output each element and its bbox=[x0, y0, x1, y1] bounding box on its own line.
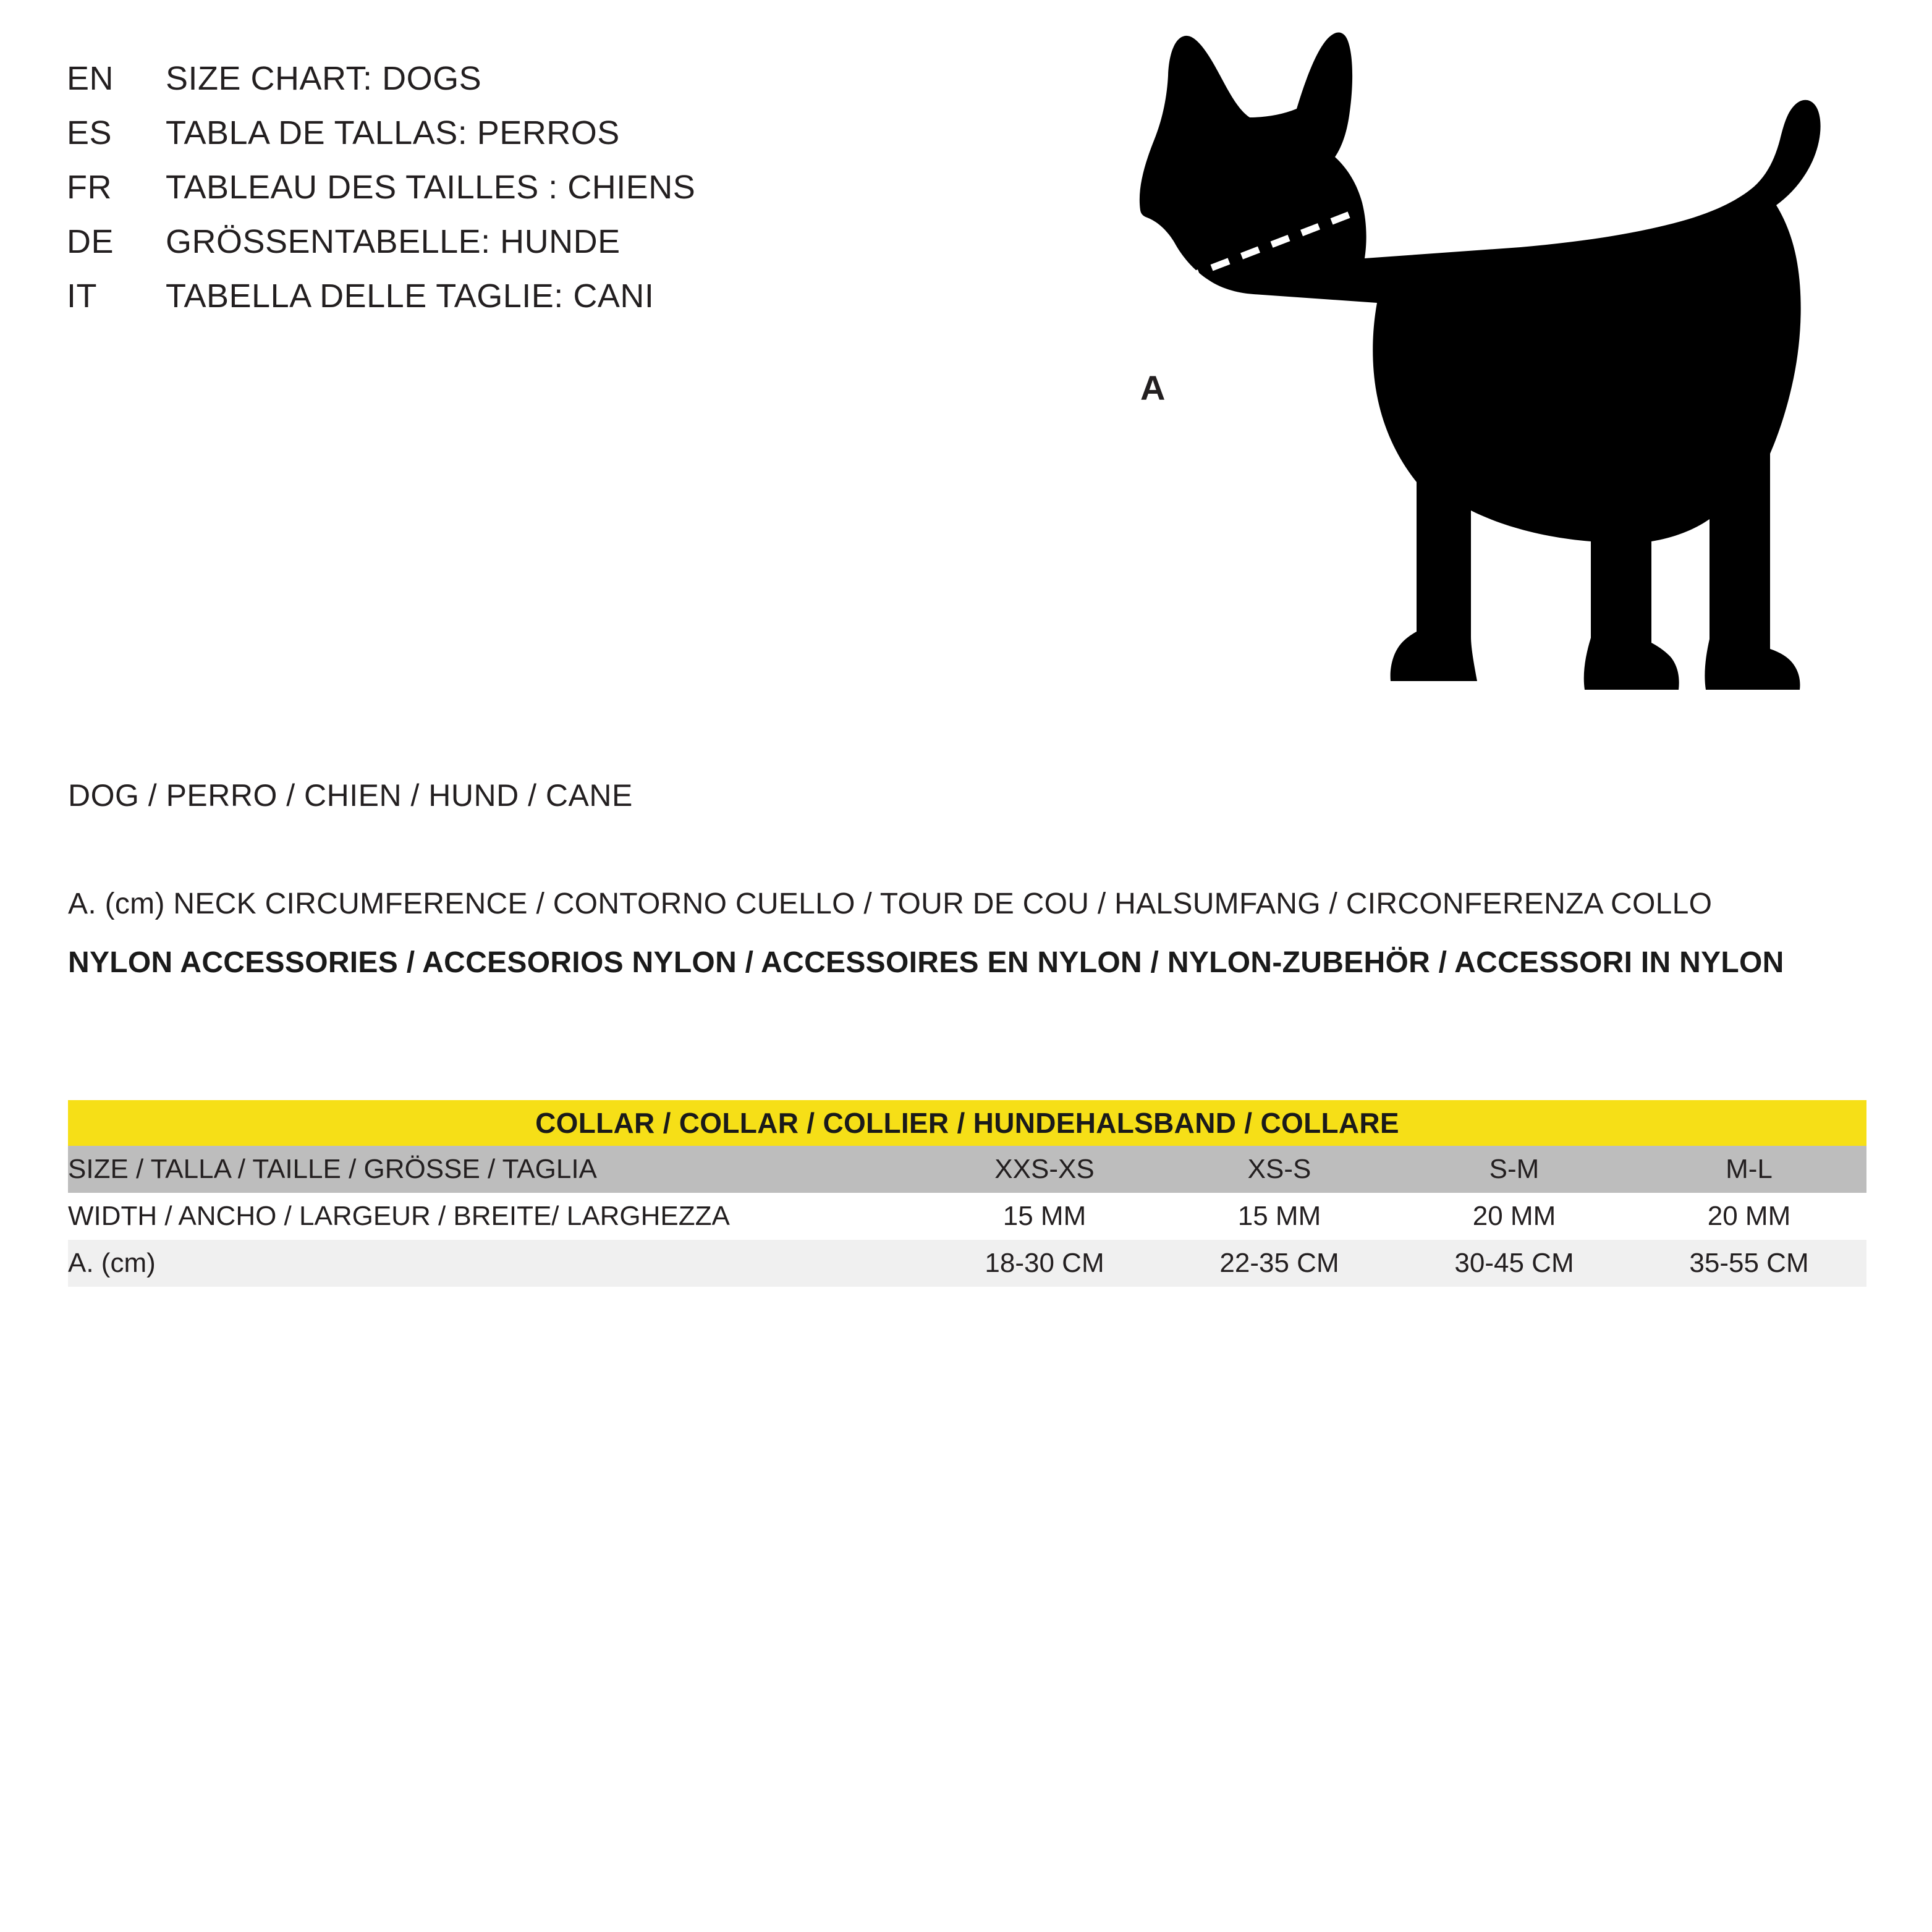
cell-neck-xs-s: 22-35 CM bbox=[1219, 1248, 1339, 1278]
cell-size-xxs-xs: XXS-XS bbox=[994, 1154, 1095, 1184]
language-title: TABELLA DELLE TAGLIE: CANI bbox=[166, 278, 655, 315]
language-row bbox=[67, 171, 1056, 204]
table-row bbox=[68, 1193, 1866, 1240]
cell-size-s-m: S-M bbox=[1489, 1154, 1540, 1184]
language-code: IT bbox=[67, 278, 97, 315]
table-title: COLLAR / COLLAR / COLLIER / HUNDEHALSBAND / COLLARE bbox=[68, 1100, 1866, 1146]
language-code: FR bbox=[67, 169, 112, 206]
language-title: TABLEAU DES TAILLES : CHIENS bbox=[166, 169, 696, 206]
row-label-neck: A. (cm) bbox=[68, 1248, 156, 1278]
language-title: SIZE CHART: DOGS bbox=[166, 60, 482, 97]
cell-size-m-l: M-L bbox=[1726, 1154, 1773, 1184]
cell-width-xs-s: 15 MM bbox=[1237, 1201, 1321, 1231]
language-code: DE bbox=[67, 223, 114, 260]
cell-width-xxs-xs: 15 MM bbox=[1002, 1201, 1087, 1231]
language-title: GRÖSSENTABELLE: HUNDE bbox=[166, 223, 621, 260]
measurement-caption: A. (cm) NECK CIRCUMFERENCE / CONTORNO CUELLO / TOUR DE COU / HALSUMFANG / CIRCONFERENZA COLLO bbox=[68, 888, 1713, 920]
language-row bbox=[67, 62, 1056, 95]
language-row bbox=[67, 225, 1056, 258]
animal-caption: DOG / PERRO / CHIEN / HUND / CANE bbox=[68, 778, 633, 813]
language-header-block bbox=[67, 62, 1056, 334]
cell-width-s-m: 20 MM bbox=[1472, 1201, 1556, 1231]
material-caption: NYLON ACCESSORIES / ACCESORIOS NYLON / ACCESSOIRES EN NYLON / NYLON-ZUBEHÖR / ACCESSORI IN NYLON bbox=[68, 946, 1784, 979]
measure-label-a: A bbox=[1140, 368, 1166, 407]
dog-icon bbox=[1088, 25, 1904, 828]
language-title: TABLA DE TALLAS: PERROS bbox=[166, 114, 620, 151]
cell-width-m-l: 20 MM bbox=[1707, 1201, 1791, 1231]
row-label-width: WIDTH / ANCHO / LARGEUR / BREITE/ LARGHEZZA bbox=[68, 1201, 730, 1231]
table-row bbox=[68, 1240, 1866, 1287]
cell-neck-s-m: 30-45 CM bbox=[1454, 1248, 1574, 1278]
table-title-row bbox=[68, 1100, 1866, 1146]
language-row bbox=[67, 279, 1056, 313]
language-code: EN bbox=[67, 60, 114, 97]
cell-neck-m-l: 35-55 CM bbox=[1689, 1248, 1809, 1278]
table-row bbox=[68, 1146, 1866, 1193]
size-chart-table bbox=[68, 1100, 1866, 1287]
cell-neck-xxs-xs: 18-30 CM bbox=[985, 1248, 1104, 1278]
language-code: ES bbox=[67, 114, 112, 151]
dog-silhouette-illustration bbox=[1088, 25, 1904, 828]
cell-size-xs-s: XS-S bbox=[1247, 1154, 1311, 1184]
row-label-size: SIZE / TALLA / TAILLE / GRÖSSE / TAGLIA bbox=[68, 1154, 597, 1184]
language-row bbox=[67, 116, 1056, 150]
